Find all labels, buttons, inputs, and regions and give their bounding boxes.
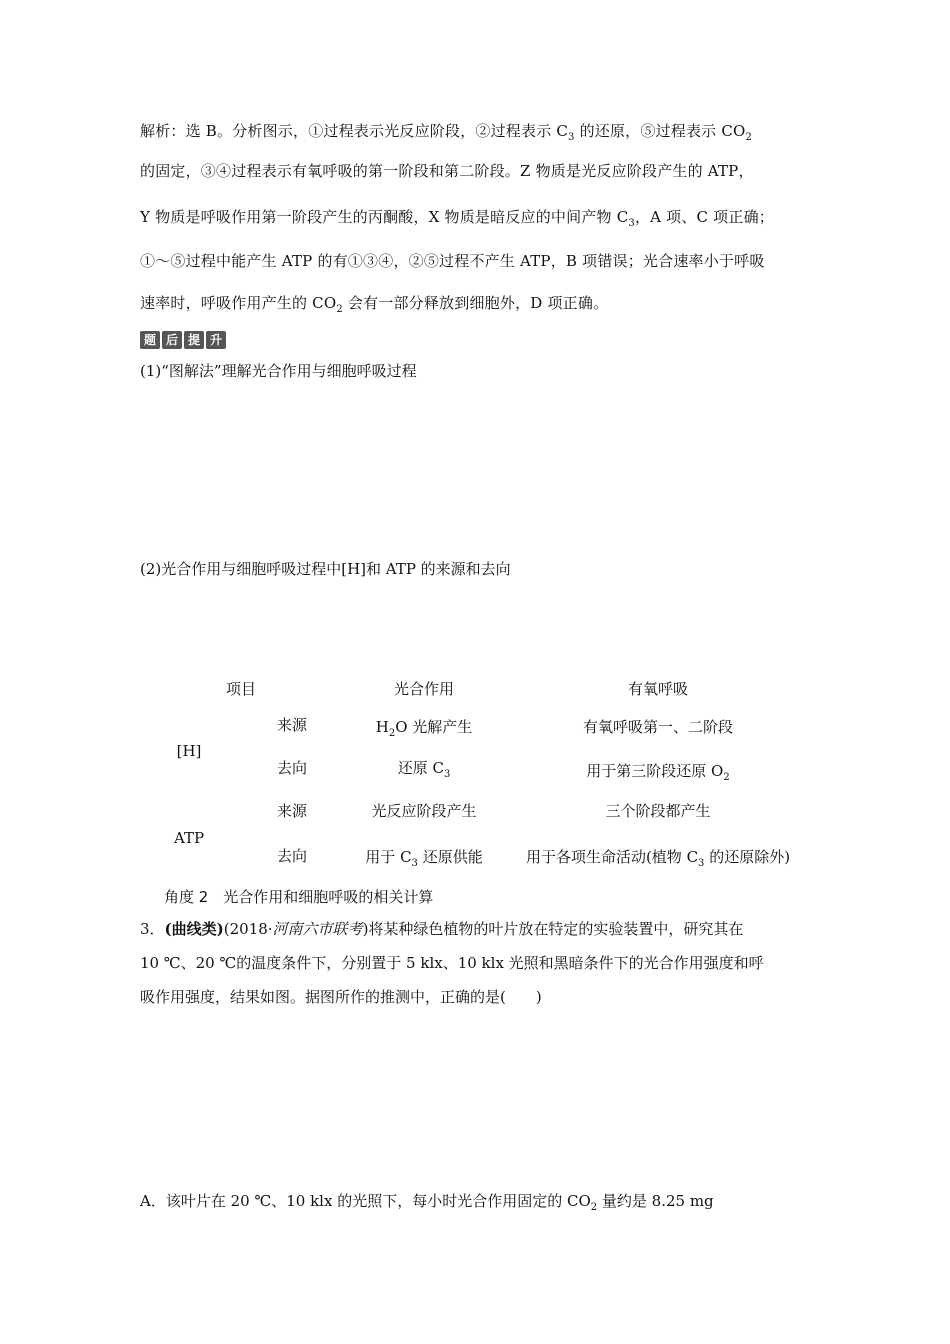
subscript: 2 [388,728,396,739]
h-dest-photosynthesis [398,757,451,779]
text: ) [362,920,369,938]
analysis-line-1 [140,120,752,142]
question-3-line-1 [140,918,743,940]
text: 用于第三阶段还原 O [586,762,724,780]
text: A．该叶片在 20 ℃、10 klx 的光照下，每小时光合作用固定的 CO [140,1192,591,1210]
text: 的还原除外) [704,848,791,866]
text: 用于各项生命活动(植物 C [525,848,699,866]
analysis-line-5 [140,292,608,314]
subscript: 3 [443,769,451,780]
section-2-title: (2)光合作用与细胞呼吸过程中[H]和 ATP 的来源和去向 [140,560,511,578]
h-dest-respiration [586,760,729,782]
table-header-respiration: 有氧呼吸 [627,680,689,698]
atp-source-respiration: 三个阶段都产生 [605,802,711,820]
badge-char: 升 [206,331,226,349]
badge-char: 题 [140,331,160,349]
angle-2-heading: 角度 2 光合作用和细胞呼吸的相关计算 [164,888,434,906]
subscript: 2 [590,1202,598,1213]
text: 用于 C [365,848,412,866]
subscript: 2 [723,772,730,783]
atp-source-label: 来源 [276,802,308,820]
text: 速率时，呼吸作用产生的 CO [140,294,337,312]
text: ，A 项、C 项正确； [634,208,774,226]
h-source-photosynthesis [376,716,473,738]
text: 解析：选 B。分析图示，①过程表示光反应阶段，②过程表示 C [140,122,569,140]
section-1-title: (1)“图解法”理解光合作用与细胞呼吸过程 [140,362,417,380]
subscript: 3 [411,858,418,869]
text: H [375,718,389,736]
question-3-line-3: 吸作用强度，结果如图。据图所作的推测中，正确的是( ) [140,988,542,1006]
h-dest-label: 去向 [276,759,308,777]
analysis-line-4: ①～⑤过程中能产生 ATP 的有①③④，②⑤过程不产生 ATP，B 项错误；光合速率小于呼吸 [140,252,765,270]
tips-badge [140,331,226,349]
subscript: 3 [628,218,635,229]
text: 将某种绿色植物的叶片放在特定的实验装置中，研究其在 [368,920,744,938]
text: (2018· [223,920,273,938]
question-number: 3． [140,920,165,938]
table-header-item: 项目 [225,680,257,698]
option-a[interactable] [140,1190,714,1212]
question-source: 河南六市联考 [272,920,363,938]
analysis-line-3 [140,206,774,228]
text: O 光解产生 [395,718,473,736]
text: 还原供能 [417,848,483,866]
text: 还原 C [397,759,444,777]
subscript: 3 [698,858,705,869]
text: 量约是 8.25 mg [597,1192,714,1210]
analysis-line-2: 的固定，③④过程表示有氧呼吸的第一阶段和第二阶段。Z 物质是光反应阶段产生的 ATP， [140,162,754,180]
table-header-photosynthesis: 光合作用 [393,680,455,698]
atp-dest-photosynthesis [365,846,482,868]
h-source-label: 来源 [276,716,308,734]
row-label-h: [H] [176,742,202,760]
text: Y 物质是呼吸作用第一阶段产生的丙酮酸，X 物质是暗反应的中间产物 C [140,208,629,226]
text: 会有一部分释放到细胞外，D 项正确。 [342,294,609,312]
subscript: 2 [745,132,753,143]
badge-char: 提 [184,331,204,349]
atp-source-photosynthesis: 光反应阶段产生 [371,802,477,820]
question-3-line-2: 10 ℃、20 ℃的温度条件下，分别置于 5 klx、10 klx 光照和黑暗条件下的光合作用强度和呼 [140,954,764,972]
subscript: 2 [336,304,343,315]
atp-dest-respiration [526,846,790,868]
h-source-respiration: 有氧呼吸第一、二阶段 [582,718,734,736]
text: 的还原，⑤过程表示 CO [574,122,746,140]
badge-char: 后 [162,331,182,349]
row-label-atp: ATP [173,829,205,847]
atp-dest-label: 去向 [276,847,308,865]
question-type: (曲线类) [164,920,224,938]
subscript: 3 [568,132,575,143]
